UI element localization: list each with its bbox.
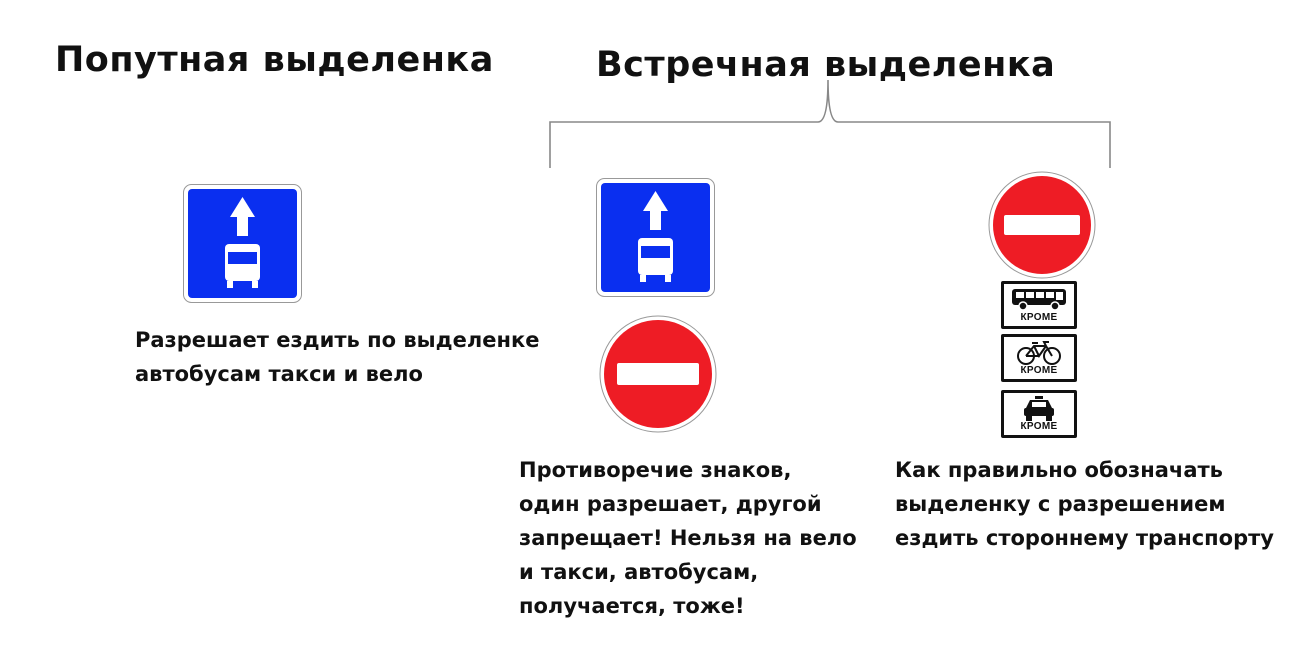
caption-right-line: выделенку с разрешением — [895, 492, 1226, 516]
except-bicycle-plate — [1001, 334, 1077, 382]
caption-middle-line: и такси, автобусам, — [519, 560, 759, 584]
title-contraflow-lane: Встречная выделенка — [596, 45, 1056, 85]
taxi-icon — [1022, 396, 1056, 422]
except-taxi-label: КРОМЕ — [1020, 421, 1058, 432]
bus-lane-sign-middle — [596, 178, 715, 297]
group-bracket — [540, 80, 1120, 172]
caption-left-line: автобусам такси и вело — [135, 362, 423, 386]
caption-left — [135, 323, 539, 391]
caption-middle — [519, 453, 857, 623]
title-same-direction-lane: Попутная выделенка — [55, 40, 494, 80]
caption-right-line: Как правильно обозначать — [895, 458, 1223, 482]
bicycle-icon — [1015, 340, 1063, 366]
bus-icon — [1010, 287, 1068, 311]
except-bicycle-label: КРОМЕ — [1020, 365, 1058, 376]
caption-middle-line: получается, тоже! — [519, 594, 745, 618]
caption-middle-line: запрещает! Нельзя на вело — [519, 526, 857, 550]
no-entry-sign-middle — [599, 315, 717, 433]
except-taxi-plate — [1001, 390, 1077, 438]
no-entry-sign-right — [988, 171, 1096, 279]
except-bus-label: КРОМЕ — [1020, 312, 1058, 323]
caption-right — [895, 453, 1274, 555]
caption-right-line: ездить стороннему транспорту — [895, 526, 1274, 550]
caption-middle-line: один разрешает, другой — [519, 492, 822, 516]
except-bus-plate — [1001, 281, 1077, 329]
caption-left-line: Разрешает ездить по выделенке — [135, 328, 540, 352]
bus-lane-sign-left — [183, 184, 302, 303]
caption-middle-line: Противоречие знаков, — [519, 458, 792, 482]
